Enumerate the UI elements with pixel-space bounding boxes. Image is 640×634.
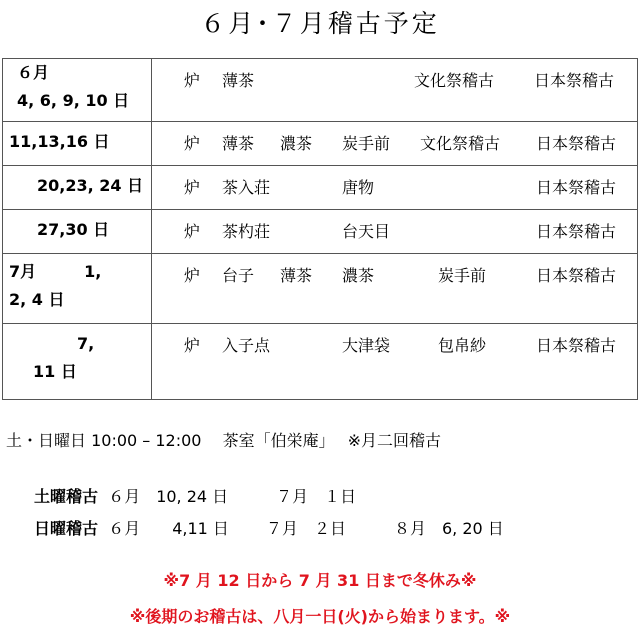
activity: 日本祭稽古	[536, 222, 617, 241]
activity: 包帛紗	[438, 336, 487, 355]
sunday-schedule	[34, 516, 504, 539]
activity: 濃茶	[280, 134, 313, 153]
date-days: 11,13,16 日	[9, 132, 110, 151]
table-row	[3, 324, 638, 400]
date-cell	[3, 254, 152, 324]
saturday-schedule	[34, 484, 356, 507]
activity: 薄茶	[222, 134, 255, 153]
activity: 濃茶	[342, 266, 375, 285]
activity: 日本祭稽古	[536, 134, 617, 153]
schedule-info: 土・日曜日 10:00 – 12:00 茶室「伯栄庵」 ※月二回稽古	[6, 431, 442, 450]
activity-cell	[152, 166, 638, 210]
activity: 薄茶	[280, 266, 313, 285]
activity-cell	[152, 254, 638, 324]
activity: 日本祭稽古	[536, 336, 617, 355]
activity-cell	[152, 210, 638, 254]
activity: 炉	[184, 71, 201, 90]
date-cell	[3, 59, 152, 122]
date-cell	[3, 324, 152, 400]
activity: 台子	[222, 266, 255, 285]
activity: 炉	[184, 222, 201, 241]
activity: 文化祭稽古	[414, 71, 495, 90]
activity: 炉	[184, 266, 201, 285]
page-title: ６月･７月稽古予定	[200, 9, 440, 38]
date-days: 11 日	[33, 362, 77, 381]
table-row	[3, 166, 638, 210]
activity-cell	[152, 122, 638, 166]
date-cell	[3, 210, 152, 254]
activity: 日本祭稽古	[536, 178, 617, 197]
activity: 大津袋	[342, 336, 391, 355]
saturday-dates: ６月 10, 24 日 ７月 １日	[108, 487, 357, 506]
activity: 炉	[184, 134, 201, 153]
date-cell	[3, 122, 152, 166]
activity: 炭手前	[342, 134, 391, 153]
activity: 台天目	[342, 222, 391, 241]
sunday-dates: ６月 4,11 日 ７月 ２日 ８月 6, 20 日	[108, 519, 504, 538]
date-days: 2, 4 日	[9, 290, 65, 309]
date-days: 4, 6, 9, 10 日	[17, 91, 130, 110]
second-term-notice: ※後期のお稽古は、八月一日(火)から始まります。※	[129, 607, 511, 626]
activity: 唐物	[342, 178, 375, 197]
date-days: 27,30 日	[37, 220, 110, 239]
date-month: 7,	[77, 334, 95, 353]
activity-cell	[152, 324, 638, 400]
table-row	[3, 59, 638, 122]
activity: 入子点	[222, 336, 271, 355]
activity: 炉	[184, 336, 201, 355]
activity: 日本祭稽古	[536, 266, 617, 285]
date-month: ６月	[17, 63, 50, 82]
saturday-label: 土曜稽古	[34, 487, 99, 506]
activity-cell	[152, 59, 638, 122]
sunday-label: 日曜稽古	[34, 519, 99, 538]
activity: 文化祭稽古	[420, 134, 501, 153]
date-month: 7月 1,	[9, 262, 102, 281]
activity: 日本祭稽古	[534, 71, 615, 90]
activity: 茶入荘	[222, 178, 271, 197]
table-row	[3, 122, 638, 166]
date-days: 20,23, 24 日	[37, 176, 144, 195]
table-row	[3, 254, 638, 324]
winter-break-notice: ※7 月 12 日から 7 月 31 日まで冬休み※	[163, 571, 477, 590]
activity: 炉	[184, 178, 201, 197]
table-row	[3, 210, 638, 254]
activity: 薄茶	[222, 71, 255, 90]
date-cell	[3, 166, 152, 210]
activity: 茶杓荘	[222, 222, 271, 241]
activity: 炭手前	[438, 266, 487, 285]
schedule-table	[2, 58, 638, 400]
